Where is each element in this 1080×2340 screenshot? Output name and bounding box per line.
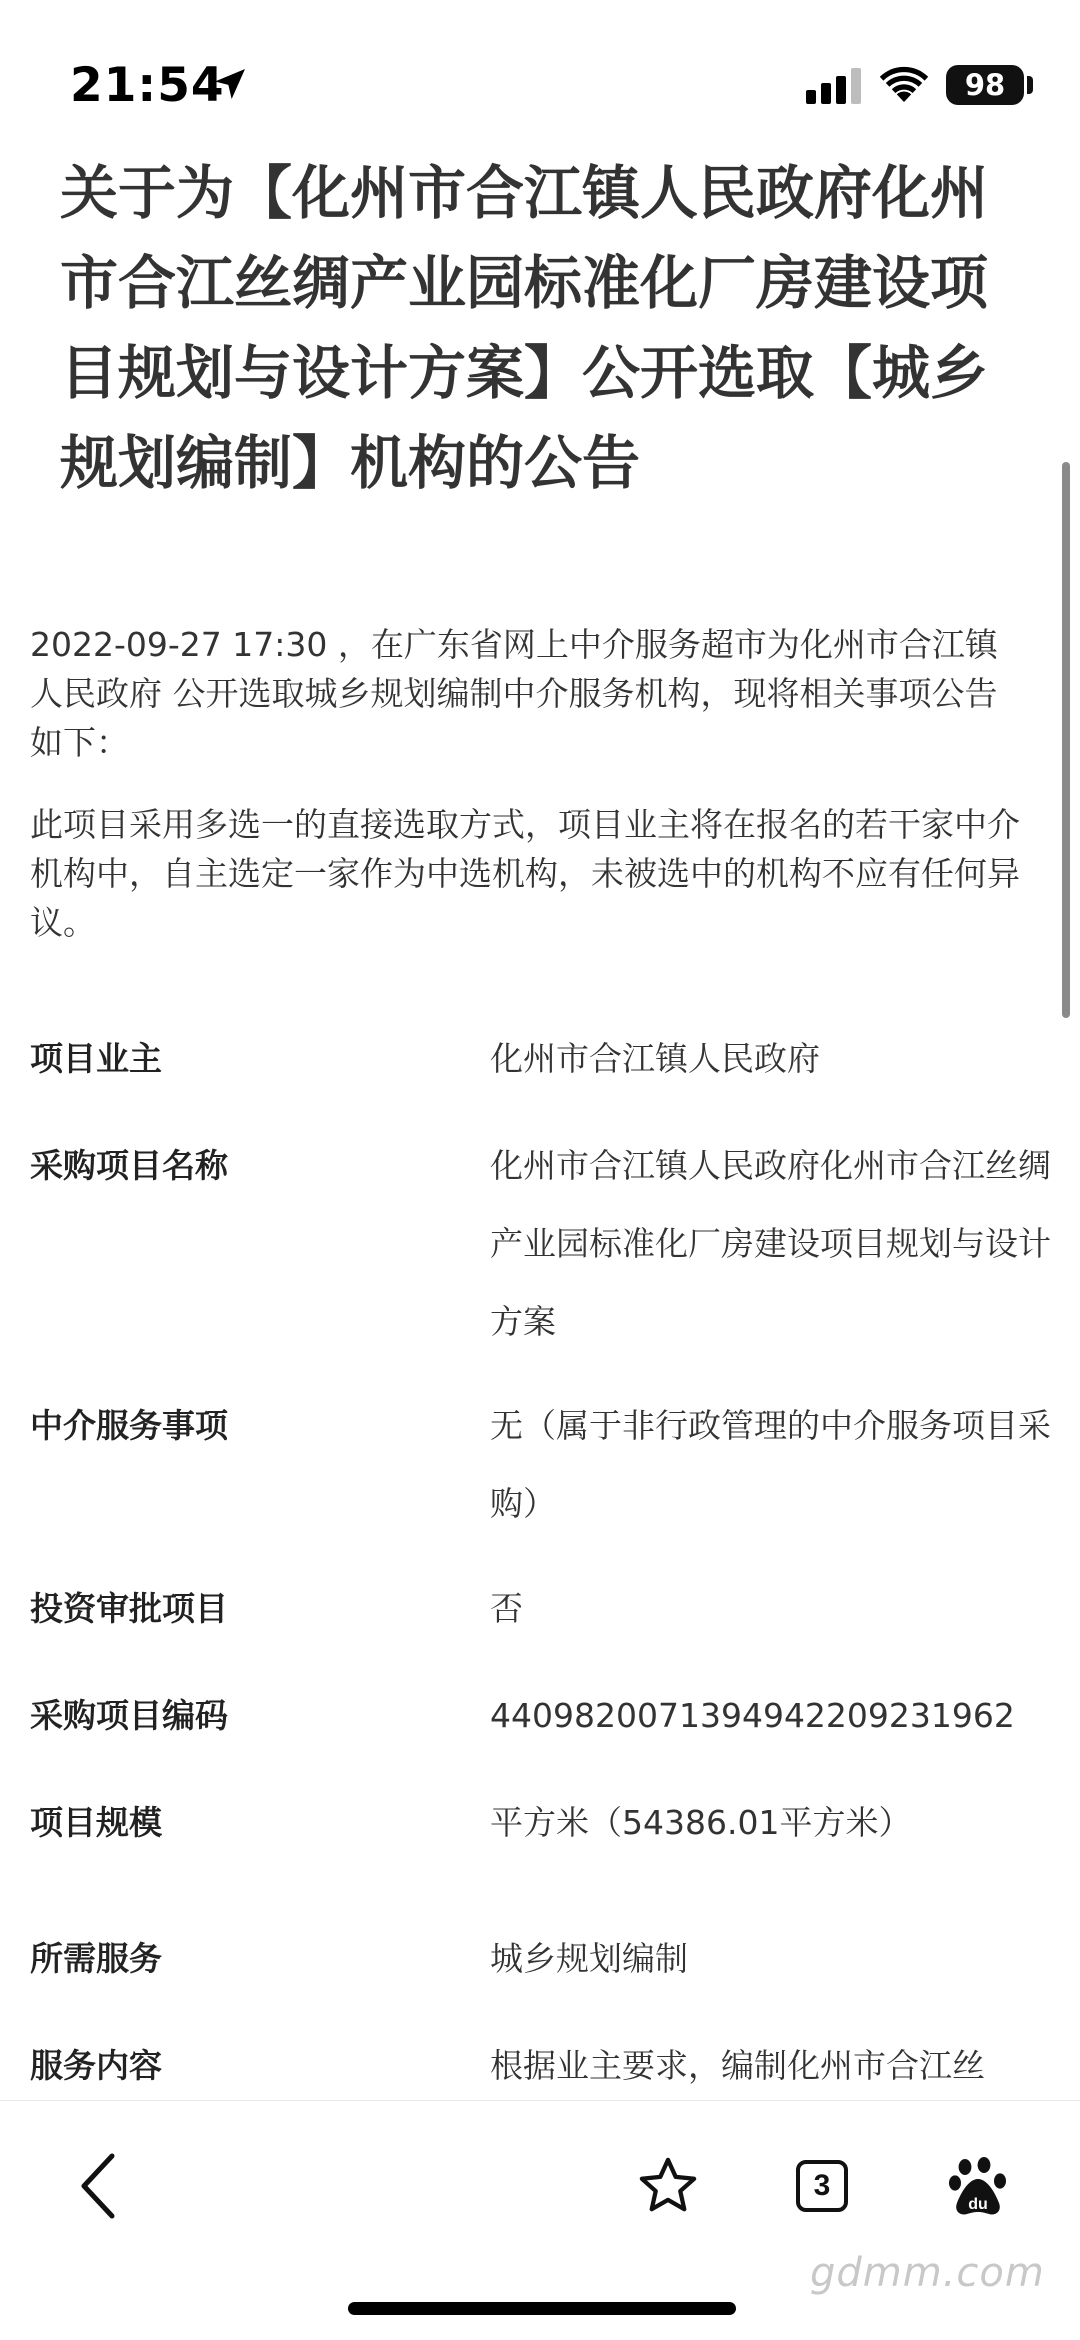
baidu-paw-icon [948,2155,1008,2217]
tab-count-badge: 3 [796,2160,848,2212]
cellular-signal-icon [806,68,862,104]
page-scrollbar[interactable] [1062,462,1070,1018]
row-label: 投资审批项目 [30,1589,228,1628]
chevron-left-icon [76,2152,120,2220]
row-value: 无（属于非行政管理的中介服务项目采购） [490,1406,1051,1523]
page-title: 关于为【化州市合江镇人民政府化州市合江丝绸产业园标准化厂房建设项目规划与设计方案】公开选取【城乡规划编制】机构的公告 [60,159,989,497]
watermark: gdmm.com [810,2250,1045,2296]
baidu-button[interactable] [938,2141,1018,2231]
row-label: 采购项目名称 [30,1146,228,1185]
battery-tip [1027,76,1033,94]
status-bar [0,0,1080,170]
row-value: 44098200713949422092319​62 [490,1696,1015,1735]
bookmark-button[interactable] [628,2141,708,2231]
location-arrow-icon [210,64,250,104]
row-value: 城乡规划编制 [490,1939,688,1978]
status-time: 21:54 [70,58,225,113]
row-value: 否 [490,1589,523,1628]
back-button[interactable] [58,2141,138,2231]
svg-text:du: du [968,2196,988,2213]
star-icon [635,2154,701,2218]
row-label: 所需服务 [30,1939,162,1978]
method-paragraph: 此项目采用多选一的直接选取方式，项目业主将在报名的若干家中介机构中，自主选定一家作为中选机构，未被选中的机构不应有任何异议。 [30,805,1020,942]
row-value: 平方米（54386.01平方米） [490,1803,912,1842]
row-label: 服务内容 [30,2046,162,2085]
row-value: 化州市合江镇人民政府化州市合江丝绸产业园标准化厂房建设项目规划与设计方案 [490,1146,1051,1341]
row-label: 项目业主 [30,1039,162,1078]
row-label: 中介服务事项 [30,1406,228,1445]
tabs-button[interactable] [782,2141,862,2231]
wifi-icon [878,64,930,104]
row-value: 化州市合江镇人民政府 [490,1039,820,1078]
battery-indicator: 98 [946,65,1024,105]
row-value: 根据业主要求，编制化州市合江丝 [490,2046,985,2085]
intro-paragraph: 2022-09-27 17:30 ，在广东省网上中介服务超市为化州市合江镇人民政府 公开选取城乡规划编制中介服务机构，现将相关事项公告如下： [30,625,998,762]
row-label: 项目规模 [30,1803,162,1842]
home-indicator [348,2302,736,2315]
row-label: 采购项目编码 [30,1696,228,1735]
